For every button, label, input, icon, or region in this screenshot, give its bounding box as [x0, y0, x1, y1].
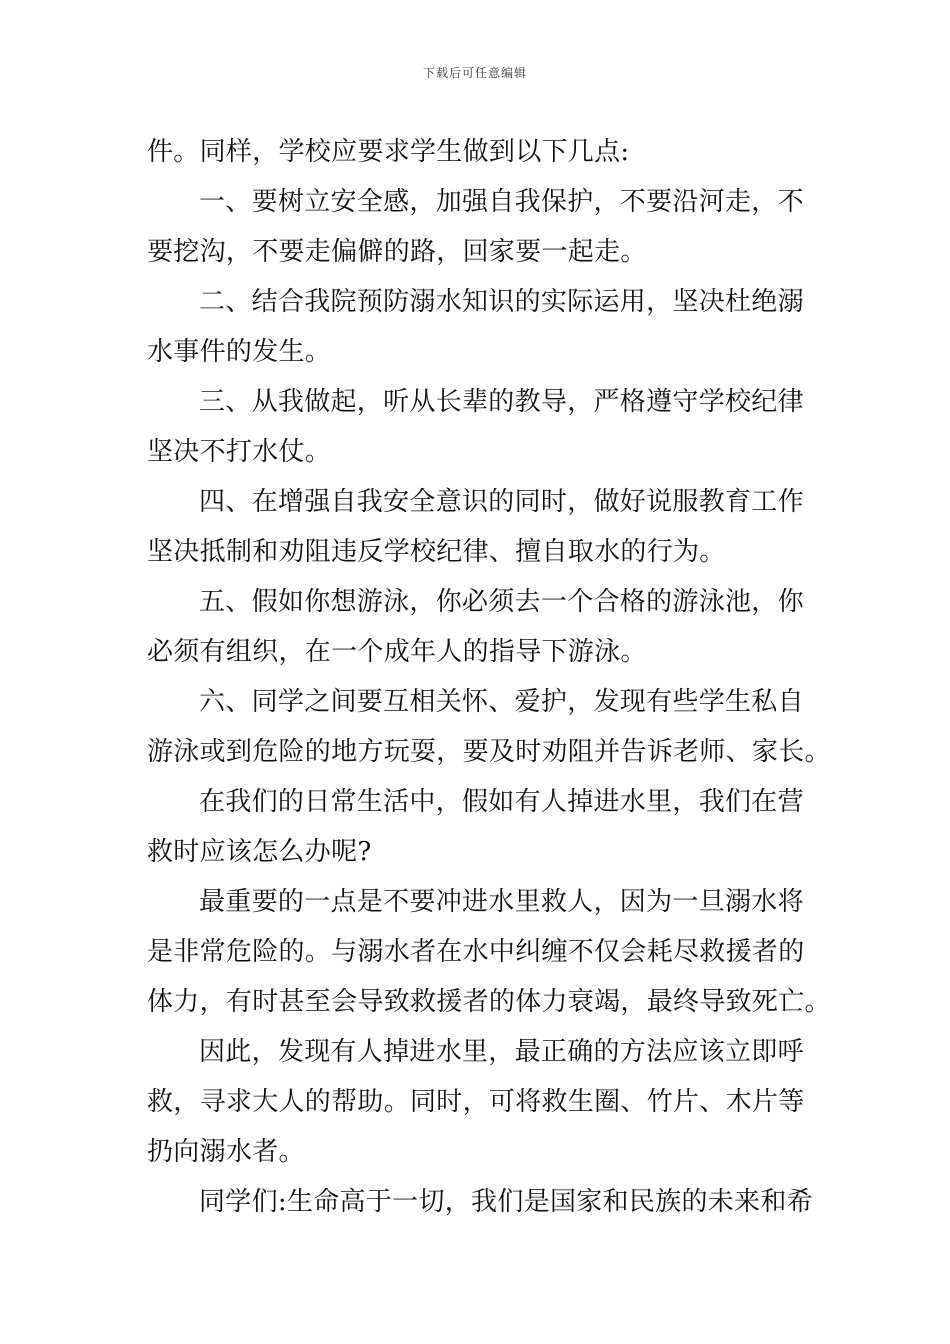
text-line: 六、同学之间要互相关怀、爱护，发现有些学生私自	[199, 687, 804, 717]
text-line: 件。同样，学校应要求学生做到以下几点:	[147, 137, 630, 167]
text-line: 救时应该怎么办呢?	[147, 837, 372, 867]
text-line: 在我们的日常生活中，假如有人掉进水里，我们在营	[199, 787, 804, 817]
text-line: 坚决抵制和劝阻违反学校纪律、擅自取水的行为。	[147, 537, 726, 567]
text-line: 二、结合我院预防溺水知识的实际运用，坚决杜绝溺	[199, 287, 804, 317]
text-line: 三、从我做起，听从长辈的教导，严格遵守学校纪律	[199, 387, 804, 417]
text-line: 五、假如你想游泳，你必须去一个合格的游泳池，你	[199, 587, 804, 617]
text-line: 是非常危险的。与溺水者在水中纠缠不仅会耗尽救援者的	[147, 937, 805, 967]
text-line: 体力，有时甚至会导致救援者的体力衰竭，最终导致死亡。	[147, 987, 831, 1017]
text-line: 同学们:生命高于一切，我们是国家和民族的未来和希	[199, 1187, 813, 1217]
text-line: 救，寻求大人的帮助。同时，可将救生圈、竹片、木片等	[147, 1087, 805, 1117]
text-line: 坚决不打水仗。	[147, 437, 332, 467]
text-line: 扔向溺水者。	[147, 1137, 305, 1167]
text-line: 四、在增强自我安全意识的同时，做好说服教育工作	[199, 487, 804, 517]
text-line: 游泳或到危险的地方玩耍，要及时劝阻并告诉老师、家长。	[147, 737, 831, 767]
text-line: 因此，发现有人掉进水里，最正确的方法应该立即呼	[199, 1037, 804, 1067]
text-line: 水事件的发生。	[147, 337, 332, 367]
text-line: 必须有组织，在一个成年人的指导下游泳。	[147, 637, 647, 667]
document-body	[147, 127, 831, 1227]
page-header: 下载后可任意编辑	[422, 66, 527, 80]
text-line: 要挖沟，不要走偏僻的路，回家要一起走。	[147, 237, 647, 267]
text-line: 最重要的一点是不要冲进水里救人，因为一旦溺水将	[199, 887, 804, 917]
text-line: 一、要树立安全感，加强自我保护，不要沿河走，不	[199, 187, 804, 217]
